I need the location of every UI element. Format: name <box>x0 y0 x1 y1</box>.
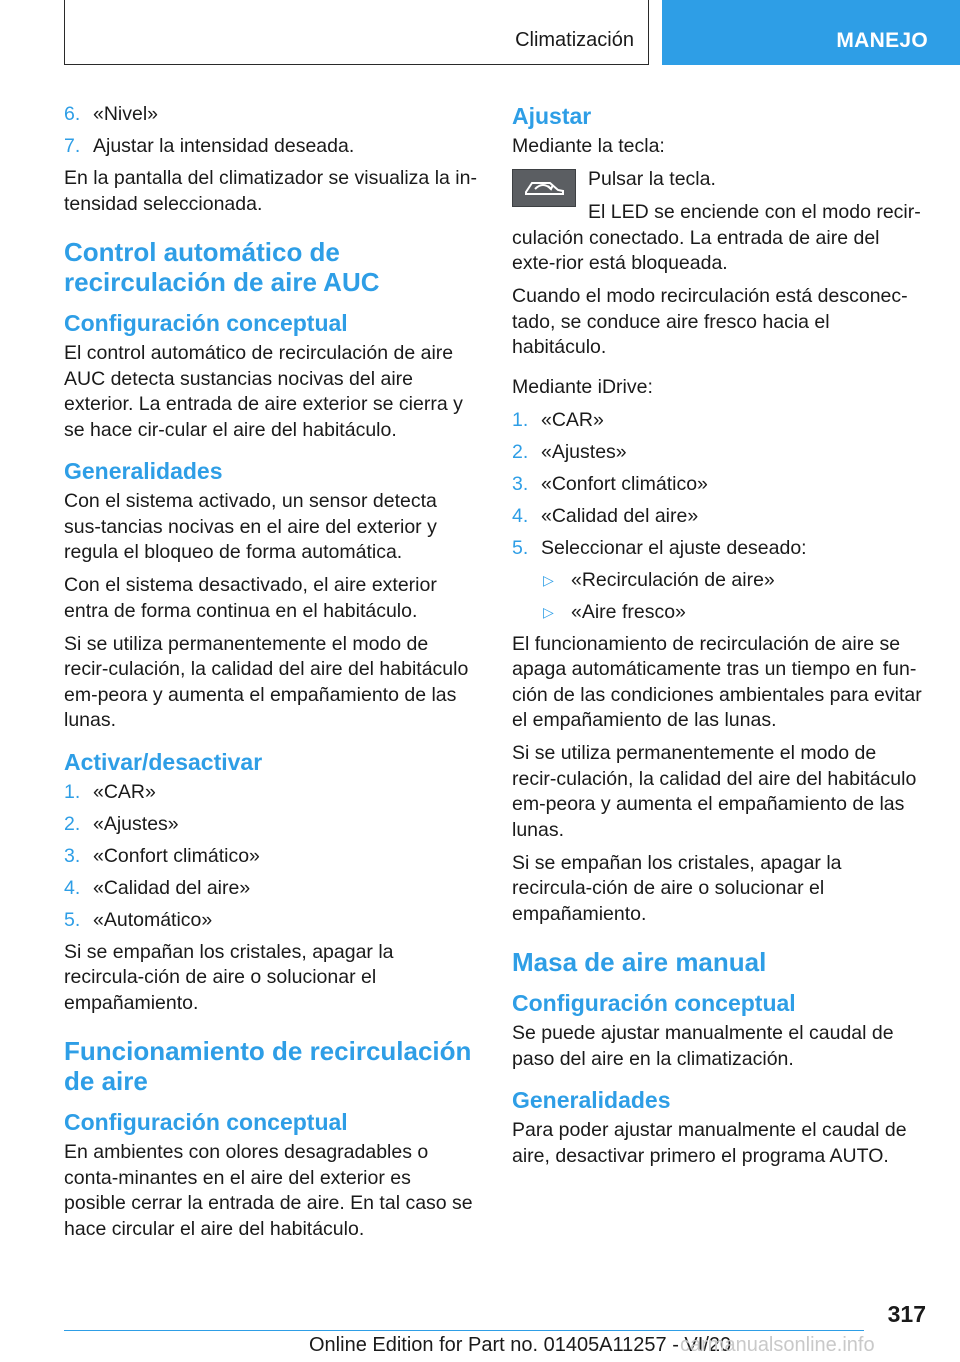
subsection-heading: Activar/desactivar <box>64 748 263 775</box>
list-item <box>512 568 922 594</box>
right-column <box>512 102 922 1177</box>
paragraph: Se puede ajustar manualmente el caudal de paso del aire en la climatización. <box>512 1022 894 1070</box>
page-number: 317 <box>887 1301 926 1327</box>
step-text: «Calidad del aire» <box>541 504 699 527</box>
step-text: «CAR» <box>541 408 604 431</box>
subsection-heading: Ajustar <box>512 103 592 129</box>
list-item <box>64 812 478 838</box>
section-heading: Masa de aire manual <box>512 947 767 977</box>
section-title: Climatización <box>515 29 634 51</box>
watermark: carmanualsonline.info <box>680 1334 875 1356</box>
edition-note: Online Edition for Part no. 01405A11257 - VI/20 <box>309 1334 732 1356</box>
step-text: «Nivel» <box>93 103 159 125</box>
section-heading: Funcionamiento de recirculación de aire <box>64 1036 472 1096</box>
chapter-title: MANEJO <box>836 29 928 52</box>
option-text: «Recirculación de aire» <box>571 568 775 591</box>
step-text: «Confort climático» <box>541 472 708 495</box>
list-item <box>512 408 922 434</box>
list-item <box>512 440 922 466</box>
step-text: Seleccionar el ajuste deseado: <box>541 536 807 559</box>
list-item <box>64 844 478 870</box>
car-recirculation-icon <box>520 175 568 201</box>
paragraph: El control automático de recirculación de aire AUC detecta sustancias nocivas del aire exterior. La entrada de aire exterior se cierra y se hace cir-cular el aire del habitáculo. <box>64 342 463 441</box>
triangle-bullet-icon: ▷ <box>543 571 554 588</box>
paragraph: Si se empañan los cristales, apagar la recircula-ción de aire o solucionar el empañamiento. <box>64 940 394 1014</box>
subsection-heading: Generalidades <box>64 458 223 484</box>
subsection-heading: Generalidades <box>512 1087 671 1113</box>
paragraph: El LED se enciende con el modo recir-culación conectado. La entrada de aire del exte-rior está bloqueada. <box>512 201 921 274</box>
step-number: 6. <box>64 103 81 125</box>
list-item <box>512 536 922 562</box>
subsection-heading: Configuración conceptual <box>512 990 796 1016</box>
paragraph: Mediante la tecla: <box>512 135 665 157</box>
step-number: 1. <box>64 780 81 803</box>
step-number: 3. <box>64 844 81 867</box>
list-item <box>64 780 478 806</box>
section-heading: Control automático de recirculación de aire AUC <box>64 237 380 297</box>
paragraph: Si se utiliza permanentemente el modo de recir-culación, la calidad del aire del habitáculo em-peora y aumenta el empañamiento de las lunas. <box>512 742 917 841</box>
paragraph: El funcionamiento de recirculación de aire se apaga automáticamente tras un tiempo en fun-ción de las condiciones ambientales para evitar el empañamiento de las lunas. <box>512 632 922 731</box>
step-number: 5. <box>64 908 81 931</box>
list-item <box>512 504 922 530</box>
left-column <box>64 102 478 1250</box>
paragraph: En la pantalla del climatizador se visualiza la in-tensidad seleccionada. <box>64 167 477 215</box>
step-number: 2. <box>64 812 81 835</box>
step-text: Ajustar la intensidad deseada. <box>93 135 355 157</box>
list-item <box>512 600 922 626</box>
paragraph: En ambientes con olores desagradables o conta-minantes en el aire del exterior es posible cerrar la entrada de aire. En tal caso se hace circular el aire del habitáculo. <box>64 1141 473 1240</box>
triangle-bullet-icon: ▷ <box>543 603 554 620</box>
step-number: 3. <box>512 472 529 495</box>
paragraph: Si se empañan los cristales, apagar la recircula-ción de aire o solucionar el empañamiento. <box>512 851 842 925</box>
paragraph: Para poder ajustar manualmente el caudal de aire, desactivar primero el programa AUTO. <box>512 1119 907 1167</box>
subsection-heading: Configuración conceptual <box>64 310 348 336</box>
header-section-box <box>64 0 649 65</box>
step-text: «CAR» <box>93 780 156 803</box>
list-item <box>64 102 478 128</box>
footer-divider <box>64 1330 864 1331</box>
list-item <box>512 472 922 498</box>
step-text: «Confort climático» <box>93 844 260 867</box>
step-number: 4. <box>512 504 529 527</box>
step-number: 4. <box>64 876 81 899</box>
list-item <box>64 134 478 160</box>
step-number: 5. <box>512 536 529 559</box>
list-item <box>64 876 478 902</box>
button-instruction <box>512 167 922 277</box>
step-text: «Ajustes» <box>93 812 179 835</box>
step-number: 7. <box>64 135 81 157</box>
paragraph: Mediante iDrive: <box>512 375 653 398</box>
step-text: «Ajustes» <box>541 440 627 463</box>
header-chapter-tab <box>662 0 960 65</box>
list-item <box>64 908 478 934</box>
paragraph: Con el sistema activado, un sensor detecta sus-tancias nocivas en el aire del exterior y regula el bloqueo de forma automática. <box>64 490 437 563</box>
paragraph: Pulsar la tecla. <box>588 168 716 190</box>
recirculation-button-icon <box>512 169 576 207</box>
step-number: 1. <box>512 408 529 431</box>
paragraph: Con el sistema desactivado, el aire exterior entra de forma continua en el habitáculo. <box>64 574 437 622</box>
paragraph: Si se utiliza permanentemente el modo de recir-culación, la calidad del aire del habitáculo em-peora y aumenta el empañamiento de las lunas. <box>64 632 469 731</box>
step-text: «Automático» <box>93 908 213 931</box>
option-text: «Aire fresco» <box>571 600 686 623</box>
step-number: 2. <box>512 440 529 463</box>
step-text: «Calidad del aire» <box>93 876 251 899</box>
paragraph: Cuando el modo recirculación está desconec-tado, se conduce aire fresco hacia el habitáculo. <box>512 285 908 358</box>
subsection-heading: Configuración conceptual <box>64 1109 348 1135</box>
